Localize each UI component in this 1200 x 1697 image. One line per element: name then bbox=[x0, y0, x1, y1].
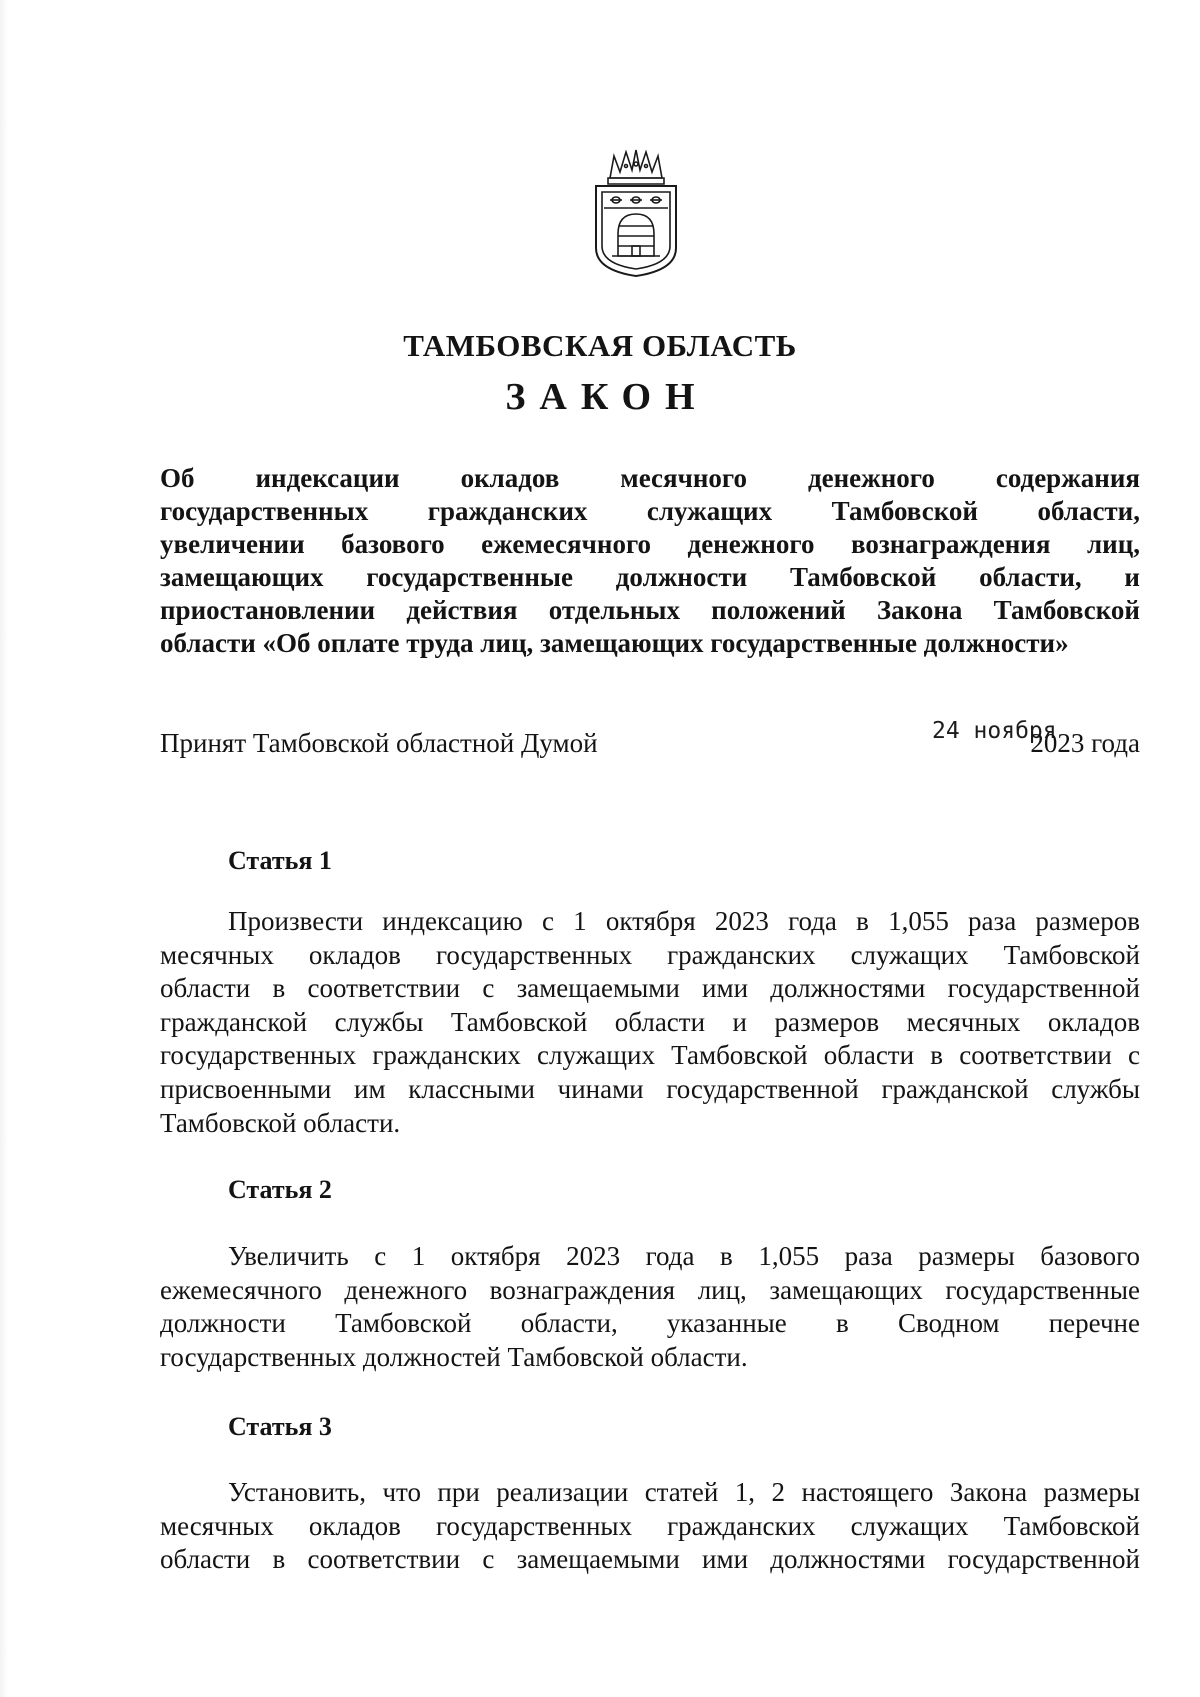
region-name: ТАМБОВСКАЯ ОБЛАСТЬ bbox=[403, 328, 797, 363]
adoption-day-month: 24 ноября bbox=[932, 718, 1057, 744]
scan-edge bbox=[0, 0, 8, 1697]
article-line: Тамбовской области. bbox=[160, 1107, 401, 1138]
article-line: месячных окладов государственных гражданских служащих Тамбовской bbox=[160, 939, 1140, 970]
article-1-text bbox=[160, 905, 1140, 1140]
article-line: присвоенными им классными чинами государственной гражданской службы bbox=[160, 1073, 1140, 1104]
adoption-line bbox=[160, 718, 1140, 762]
article-2-heading: Статья 2 bbox=[228, 1175, 332, 1204]
article-1-heading: Статья 1 bbox=[228, 846, 332, 875]
tambov-coat-of-arms-icon bbox=[590, 148, 682, 278]
law-title bbox=[160, 462, 1140, 660]
law-title-line: приостановлении действия отдельных положений Закона Тамбовской bbox=[160, 595, 1140, 625]
article-line: Установить, что при реализации статей 1, 2 настоящего Закона размеры bbox=[228, 1477, 1140, 1507]
article-line: Увеличить с 1 октября 2023 года в 1,055 раза размеры базового bbox=[228, 1241, 1140, 1271]
adoption-year: 2023 года bbox=[1030, 728, 1140, 758]
article-line: должности Тамбовской области, указанные в Сводном перечне bbox=[160, 1308, 1140, 1339]
law-title-line: области «Об оплате труда лиц, замещающих государственные должности» bbox=[160, 628, 1069, 658]
document-type: ЗАКОН bbox=[505, 376, 709, 418]
article-line: гражданской службы Тамбовской области и размеров месячных окладов bbox=[160, 1006, 1140, 1037]
adopting-body: Принят Тамбовской областной Думой bbox=[160, 728, 598, 758]
article-line: области в соответствии с замещаемыми ими должностями государственной bbox=[160, 973, 1140, 1004]
article-3-text bbox=[160, 1476, 1140, 1577]
law-title-line: замещающих государственные должности Тамбовской области, и bbox=[160, 562, 1140, 592]
law-title-line: Об индексации окладов месячного денежного содержания bbox=[160, 463, 1140, 493]
article-3-heading: Статья 3 bbox=[228, 1412, 332, 1441]
article-line: Произвести индексацию с 1 октября 2023 года в 1,055 раза размеров bbox=[228, 906, 1140, 936]
article-2-text bbox=[160, 1240, 1140, 1374]
law-title-line: увеличении базового ежемесячного денежного вознаграждения лиц, bbox=[160, 529, 1140, 559]
article-line: области в соответствии с замещаемыми ими должностями государственной bbox=[160, 1544, 1140, 1575]
article-line: месячных окладов государственных гражданских служащих Тамбовской bbox=[160, 1510, 1140, 1541]
law-title-line: государственных гражданских служащих Тамбовской области, bbox=[160, 496, 1140, 526]
article-line: государственных гражданских служащих Тамбовской области в соответствии с bbox=[160, 1040, 1140, 1071]
article-line: ежемесячного денежного вознаграждения лиц, замещающих государственные bbox=[160, 1274, 1140, 1305]
article-line: государственных должностей Тамбовской области. bbox=[160, 1341, 748, 1372]
